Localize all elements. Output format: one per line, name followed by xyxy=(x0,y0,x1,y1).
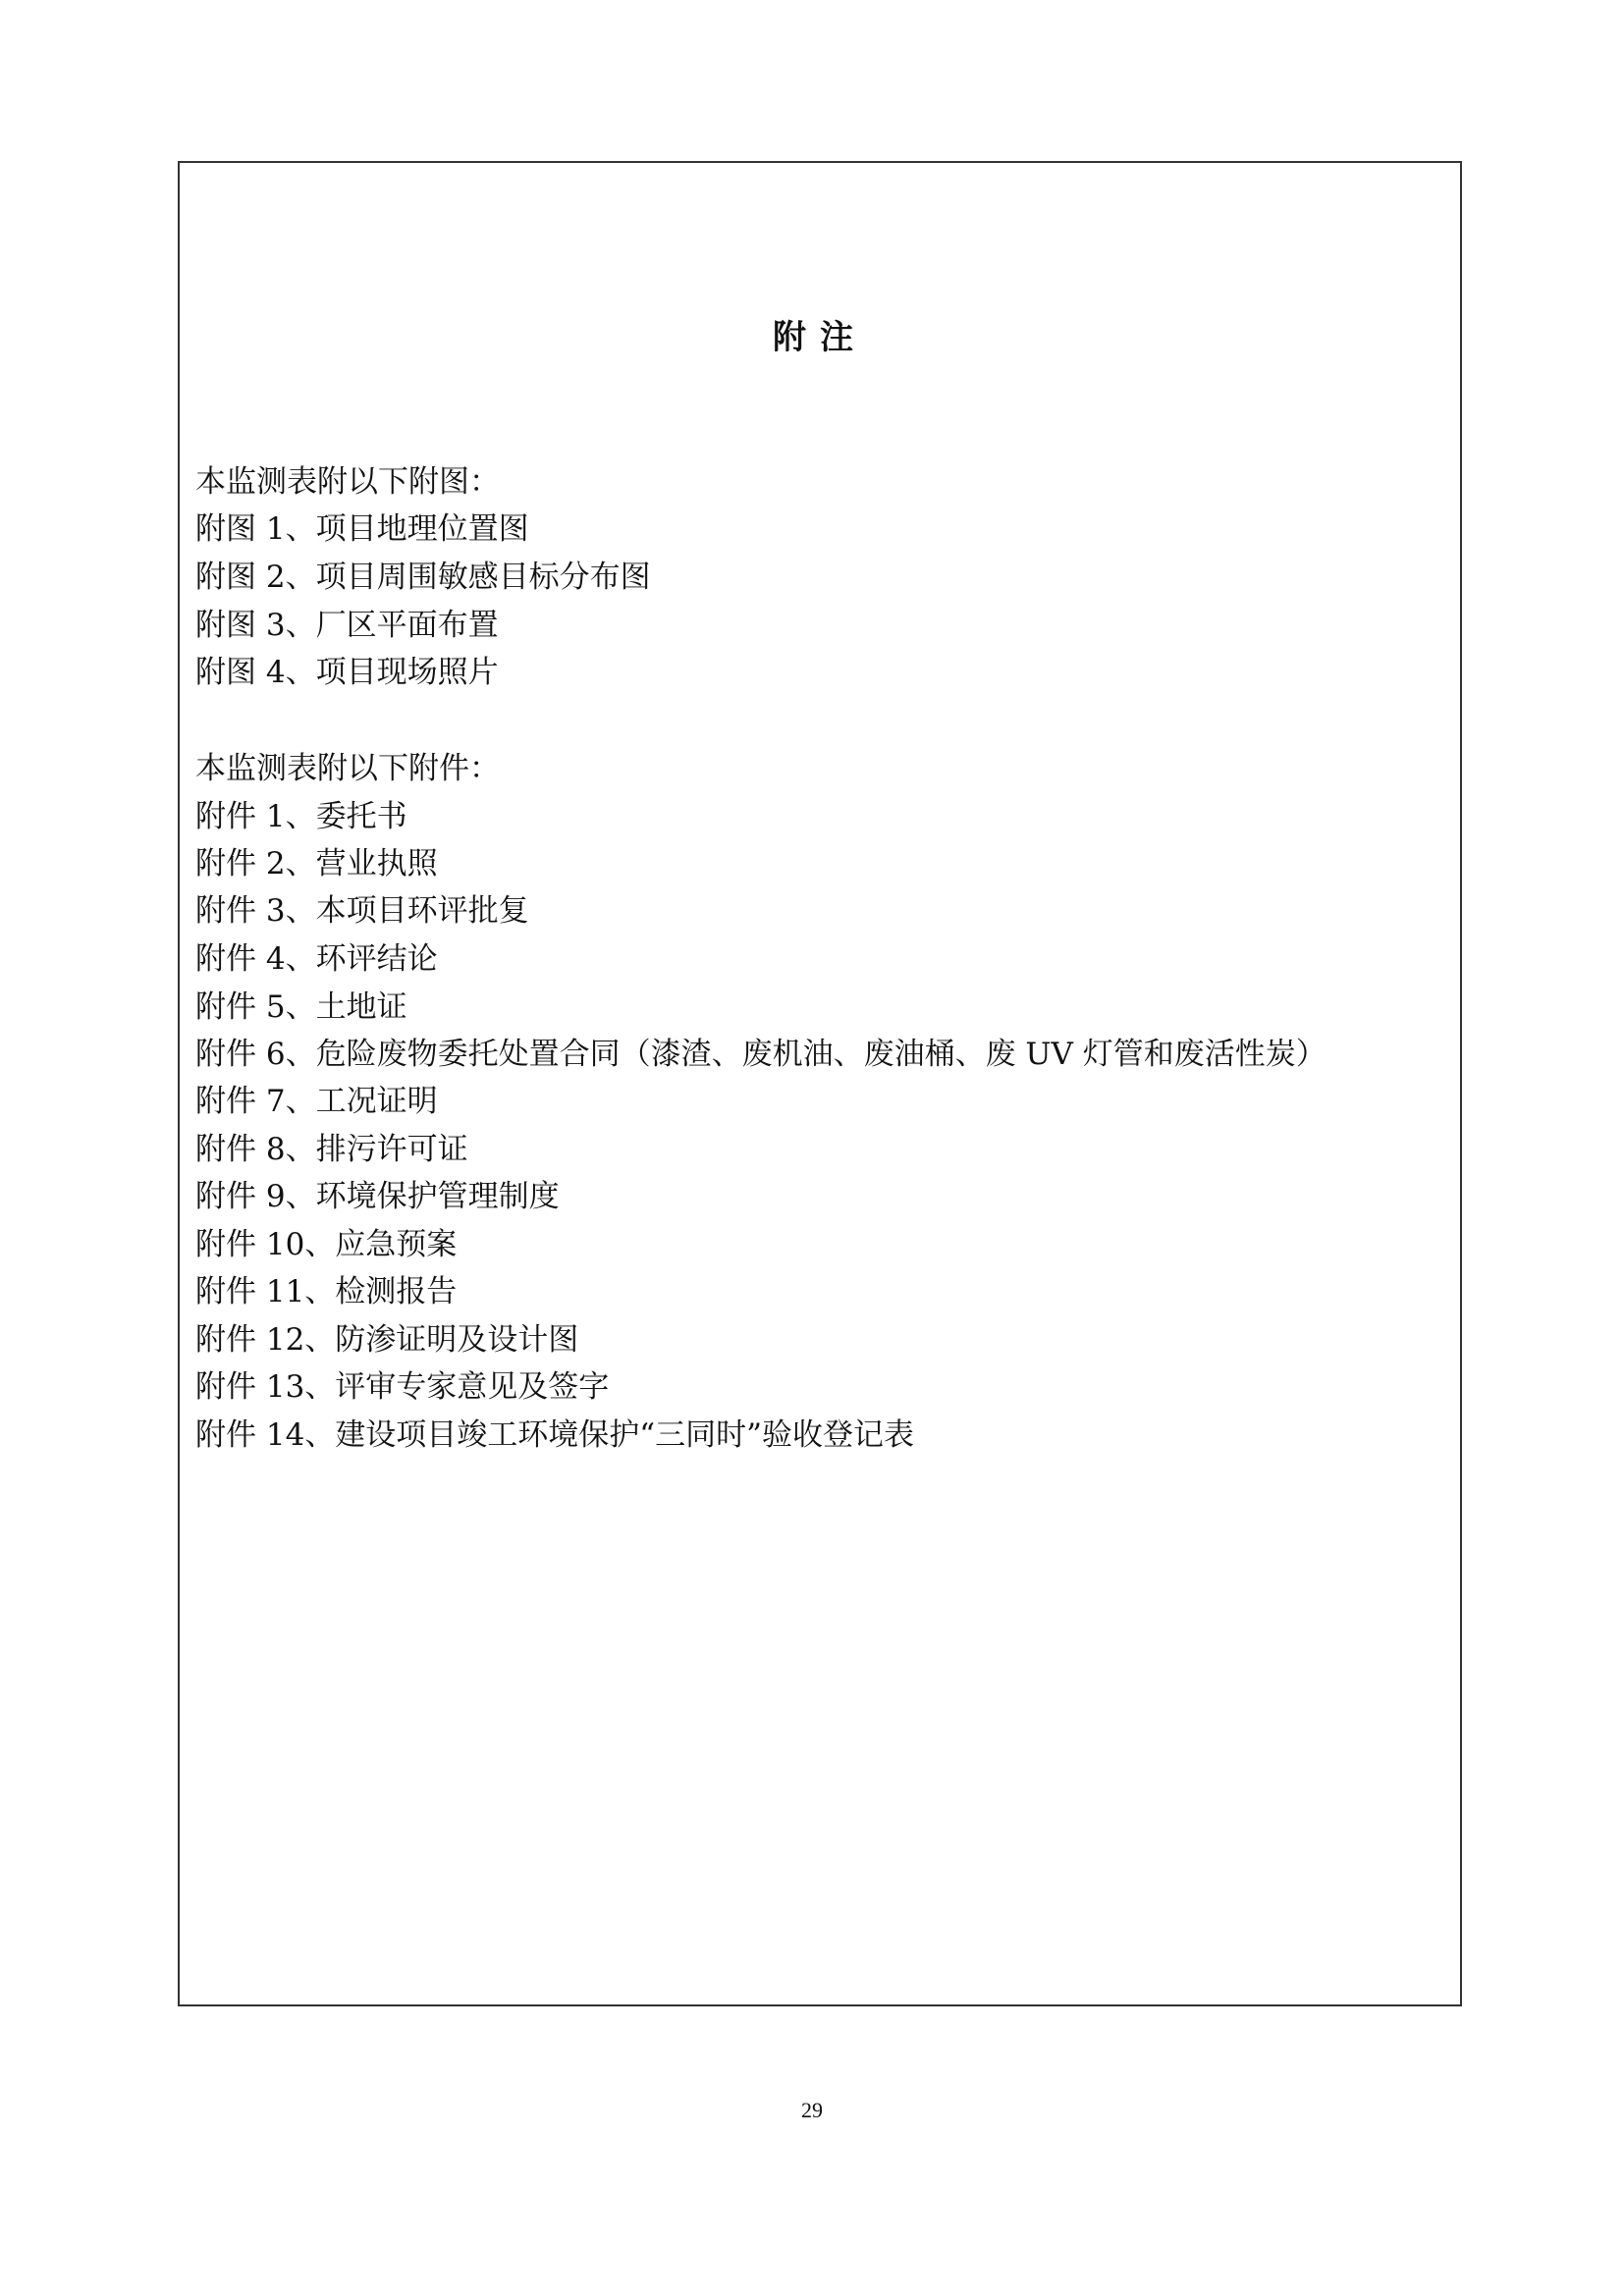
figures-intro: 本监测表附以下附图： xyxy=(195,464,500,500)
attachment-item: 附件 12、防渗证明及设计图 xyxy=(195,1322,579,1358)
attachment-item: 附件 5、土地证 xyxy=(195,989,407,1025)
attachment-item: 附件 13、评审专家意见及签字 xyxy=(195,1369,610,1405)
attachment-item: 附件 1、委托书 xyxy=(195,799,407,834)
attachment-item: 附件 14、建设项目竣工环境保护“三同时”验收登记表 xyxy=(195,1417,914,1453)
attachment-item: 附件 8、排污许可证 xyxy=(195,1132,468,1167)
attachment-item: 附件 9、环境保护管理制度 xyxy=(195,1179,560,1214)
figure-item: 附图 1、项目地理位置图 xyxy=(195,511,529,547)
attachment-item: 附件 6、危险废物委托处置合同（漆渣、废机油、废油桶、废 UV 灯管和废活性炭） xyxy=(195,1037,1326,1072)
figure-item: 附图 2、项目周围敏感目标分布图 xyxy=(195,560,651,595)
attachment-item: 附件 11、检测报告 xyxy=(195,1274,458,1309)
attachments-intro: 本监测表附以下附件： xyxy=(195,751,500,786)
attachment-item: 附件 4、环评结论 xyxy=(195,941,438,977)
page-number: 29 xyxy=(801,2098,823,2122)
attachment-item: 附件 10、应急预案 xyxy=(195,1227,458,1262)
attachment-item: 附件 3、本项目环评批复 xyxy=(195,893,529,929)
attachment-item: 附件 2、营业执照 xyxy=(195,846,438,881)
figure-item: 附图 3、厂区平面布置 xyxy=(195,608,499,643)
page-title: 附注 xyxy=(773,318,867,357)
figure-item: 附图 4、项目现场照片 xyxy=(195,655,499,690)
attachment-item: 附件 7、工况证明 xyxy=(195,1084,438,1119)
notes-box xyxy=(178,161,1462,2006)
